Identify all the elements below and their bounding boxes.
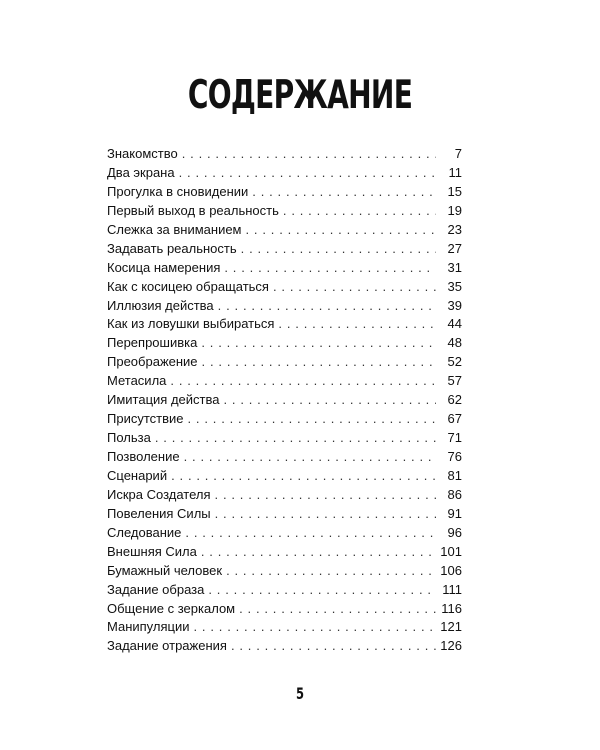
toc-entry-title: Сценарий xyxy=(107,467,168,483)
toc-entry xyxy=(107,222,462,241)
toc-entry-title: Повеления Силы xyxy=(107,505,211,521)
toc-entry xyxy=(107,316,462,335)
toc-entry xyxy=(107,392,462,411)
dot-leader xyxy=(283,203,436,218)
toc-entry xyxy=(107,279,462,298)
dot-leader xyxy=(182,146,436,161)
toc-entry-title: Внешняя Сила xyxy=(107,543,197,559)
toc-entry-page: 35 xyxy=(447,278,462,294)
toc-entry-page: 106 xyxy=(440,562,462,578)
toc-entry-title: Преображение xyxy=(107,354,198,370)
dot-leader xyxy=(155,430,436,445)
toc-entry-page: 15 xyxy=(447,183,462,199)
toc-entry-page: 31 xyxy=(447,259,462,275)
toc-entry-page: 126 xyxy=(440,638,462,654)
toc-entry xyxy=(107,601,462,620)
toc-entry xyxy=(107,525,462,544)
toc-entry-title: Имитация действа xyxy=(107,392,220,408)
dot-leader xyxy=(201,335,436,350)
toc-entry-title: Два экрана xyxy=(107,164,175,180)
toc-entry-page: 71 xyxy=(447,430,462,446)
dot-leader xyxy=(218,298,436,313)
toc-entry-title: Задание образа xyxy=(107,581,205,597)
toc-entry xyxy=(107,506,462,525)
toc-entry xyxy=(107,203,462,222)
toc-entry xyxy=(107,335,462,354)
toc-entry-page: 11 xyxy=(448,164,462,180)
dot-leader xyxy=(273,279,436,294)
toc-entry-title: Бумажный человек xyxy=(107,562,223,578)
table-of-contents xyxy=(107,146,462,657)
toc-entry xyxy=(107,430,462,449)
toc-entry-page: 23 xyxy=(447,221,462,237)
dot-leader xyxy=(188,411,437,426)
page-title: СОДЕРЖАНИЕ xyxy=(187,73,413,118)
toc-entry xyxy=(107,411,462,430)
dot-leader xyxy=(179,165,436,180)
dot-leader xyxy=(215,506,436,521)
dot-leader xyxy=(241,241,436,256)
toc-entry-page: 7 xyxy=(454,146,462,161)
toc-entry-page: 27 xyxy=(447,240,462,256)
dot-leader xyxy=(239,601,436,616)
toc-entry xyxy=(107,298,462,317)
toc-entry-title: Косица намерения xyxy=(107,259,221,275)
dot-leader xyxy=(278,316,436,331)
toc-entry-title: Позволение xyxy=(107,449,180,464)
toc-entry xyxy=(107,468,462,487)
dot-leader xyxy=(226,563,436,578)
dot-leader xyxy=(185,525,436,540)
toc-entry-page: 111 xyxy=(442,581,462,597)
toc-entry-page: 121 xyxy=(440,619,462,635)
toc-entry-page: 48 xyxy=(447,335,462,351)
toc-entry-title: Задание отражения xyxy=(107,638,227,654)
toc-entry-title: Иллюзия действа xyxy=(107,297,214,313)
toc-entry-title: Знакомство xyxy=(107,146,178,161)
toc-entry xyxy=(107,563,462,582)
dot-leader xyxy=(246,222,437,237)
dot-leader xyxy=(170,373,436,388)
dot-leader xyxy=(231,638,436,653)
toc-entry-page: 96 xyxy=(447,524,462,540)
toc-entry-title: Слежка за вниманием xyxy=(107,221,242,237)
toc-entry xyxy=(107,184,462,203)
dot-leader xyxy=(215,487,436,502)
dot-leader xyxy=(184,449,436,464)
toc-entry-page: 91 xyxy=(447,505,462,521)
toc-entry-title: Следование xyxy=(107,524,182,540)
toc-entry-page: 76 xyxy=(447,449,462,464)
toc-entry-page: 67 xyxy=(447,411,462,427)
toc-entry-page: 57 xyxy=(447,373,462,389)
dot-leader xyxy=(252,184,436,199)
toc-entry-page: 81 xyxy=(447,467,462,483)
toc-entry-title: Задавать реальность xyxy=(107,240,237,256)
toc-entry xyxy=(107,449,462,468)
toc-entry-page: 62 xyxy=(447,392,462,408)
toc-entry-title: Метасила xyxy=(107,373,167,389)
toc-entry-title: Прогулка в сновидении xyxy=(107,183,249,199)
toc-entry xyxy=(107,260,462,279)
toc-entry-title: Общение с зеркалом xyxy=(107,600,236,616)
toc-entry xyxy=(107,582,462,601)
toc-entry-page: 39 xyxy=(447,297,462,313)
toc-entry-title: Манипуляции xyxy=(107,619,190,635)
toc-entry xyxy=(107,241,462,260)
toc-entry-title: Перепрошивка xyxy=(107,335,198,351)
toc-entry xyxy=(107,165,462,184)
toc-entry-title: Первый выход в реальность xyxy=(107,202,279,218)
toc-entry-page: 44 xyxy=(447,316,462,332)
toc-entry-title: Присутствие xyxy=(107,411,184,427)
toc-entry-page: 52 xyxy=(447,354,462,370)
toc-entry-page: 116 xyxy=(441,600,462,616)
toc-entry xyxy=(107,487,462,506)
dot-leader xyxy=(201,544,436,559)
toc-entry xyxy=(107,354,462,373)
dot-leader xyxy=(194,619,437,634)
toc-entry-page: 86 xyxy=(447,486,462,502)
toc-entry-title: Как с косицею обращаться xyxy=(107,278,269,294)
toc-entry-title: Как из ловушки выбираться xyxy=(107,316,275,332)
dot-leader xyxy=(202,354,436,369)
toc-entry xyxy=(107,619,462,638)
toc-entry-page: 19 xyxy=(447,202,462,218)
toc-entry xyxy=(107,638,462,657)
toc-entry-title: Искра Создателя xyxy=(107,486,211,502)
dot-leader xyxy=(224,260,436,275)
toc-entry xyxy=(107,373,462,392)
dot-leader xyxy=(171,468,436,483)
toc-entry-page: 101 xyxy=(440,543,462,559)
dot-leader xyxy=(223,392,436,407)
toc-entry xyxy=(107,146,462,165)
page-number: 5 xyxy=(295,684,305,703)
dot-leader xyxy=(208,582,436,597)
toc-entry xyxy=(107,544,462,563)
toc-entry-title: Польза xyxy=(107,430,151,446)
